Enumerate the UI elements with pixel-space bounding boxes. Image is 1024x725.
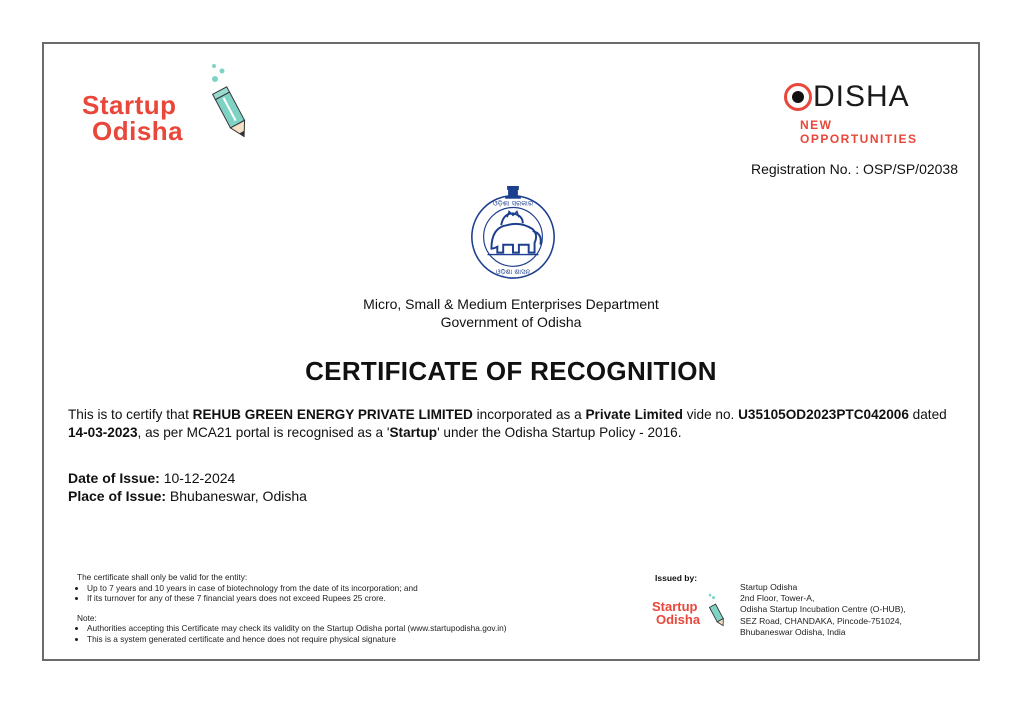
body-text-6: ' under the Odisha Startup Policy - 2016. [437,425,682,440]
note-label: Note: [77,612,97,623]
body-text-4: dated [908,407,947,422]
body-text-5: , as per MCA21 portal is recognised as a ' [137,425,390,440]
issuer-address [740,582,906,638]
company-name: REHUB GREEN ENERGY PRIVATE LIMITED [192,407,473,422]
odisha-ring-icon [784,83,812,111]
government-name: Government of Odisha [440,314,582,330]
mini-logo-odisha: Odisha [656,612,701,627]
date-of-issue-label: Date of Issue: [68,470,160,486]
certificate-body [68,406,963,442]
cin-number: U35105OD2023PTC042006 [738,407,909,422]
mini-logo-startup: Startup [652,599,698,614]
startup-odisha-logo [82,60,262,150]
odisha-wordmark [784,80,910,114]
odisha-tagline: NEW OPPORTUNITIES [800,118,918,146]
certificate-frame [42,42,980,661]
body-text-1: This is to certify that [68,407,193,422]
department-name: Micro, Small & Medium Enterprises Department [363,296,659,312]
validity-notes [77,572,597,644]
body-text-2: incorporated as a [472,407,586,422]
list-item: • This is a system generated certificate and hence does not require physical signature [87,634,597,645]
list-item: • Up to 7 years and 10 years in case of biotechnology from the date of its incorporation; and [87,583,597,594]
mini-pencil-icon [704,592,730,632]
list-item: • Authorities accepting this Certificate may check its validity on the Startup Odisha portal (www.startupodisha.gov.in) [87,623,597,634]
recognition-status: Startup [389,425,438,440]
issuer-startup-odisha-logo [652,592,732,632]
entity-type: Private Limited [585,407,683,422]
address-line: 2nd Floor, Tower-A, [740,593,815,604]
list-item: • If its turnover for any of these 7 financial years does not exceed Rupees 25 crore. [87,593,597,604]
address-line: SEZ Road, CHANDAKA, Pincode-751024, [740,615,902,626]
logo-word-startup: Startup [82,90,177,120]
registration-number: Registration No. : OSP/SP/02038 [751,161,958,177]
logo-word-odisha: Odisha [92,116,184,146]
place-of-issue [68,488,307,504]
incorporation-date: 14-03-2023 [68,425,138,440]
address-line: Startup Odisha [740,582,798,592]
emblem-top-text: ଓଡ଼ିଶା ସରକାର [492,199,534,208]
issued-by-label: Issued by: [655,573,698,583]
date-of-issue-value: 10-12-2024 [159,470,236,486]
address-line: Bhubaneswar Odisha, India [740,626,846,637]
validity-intro: The certificate shall only be valid for the entity: [77,572,248,582]
certificate-title: CERTIFICATE OF RECOGNITION [305,356,717,386]
note-list [77,623,597,644]
pencil-icon [200,60,260,150]
odisha-state-emblem-icon [464,184,562,282]
emblem-bottom-text: ଓଡ଼ିଶା ଶାସନ [495,268,531,277]
body-text-3: vide no. [682,407,739,422]
validity-list [77,583,597,604]
odisha-new-opportunities-logo [784,80,954,146]
place-of-issue-value: Bhubaneswar, Odisha [166,488,307,504]
date-of-issue [68,470,235,486]
address-line: Odisha Startup Incubation Centre (O-HUB), [740,604,906,615]
place-of-issue-label: Place of Issue: [68,488,167,504]
odisha-word: DISHA [813,80,910,113]
